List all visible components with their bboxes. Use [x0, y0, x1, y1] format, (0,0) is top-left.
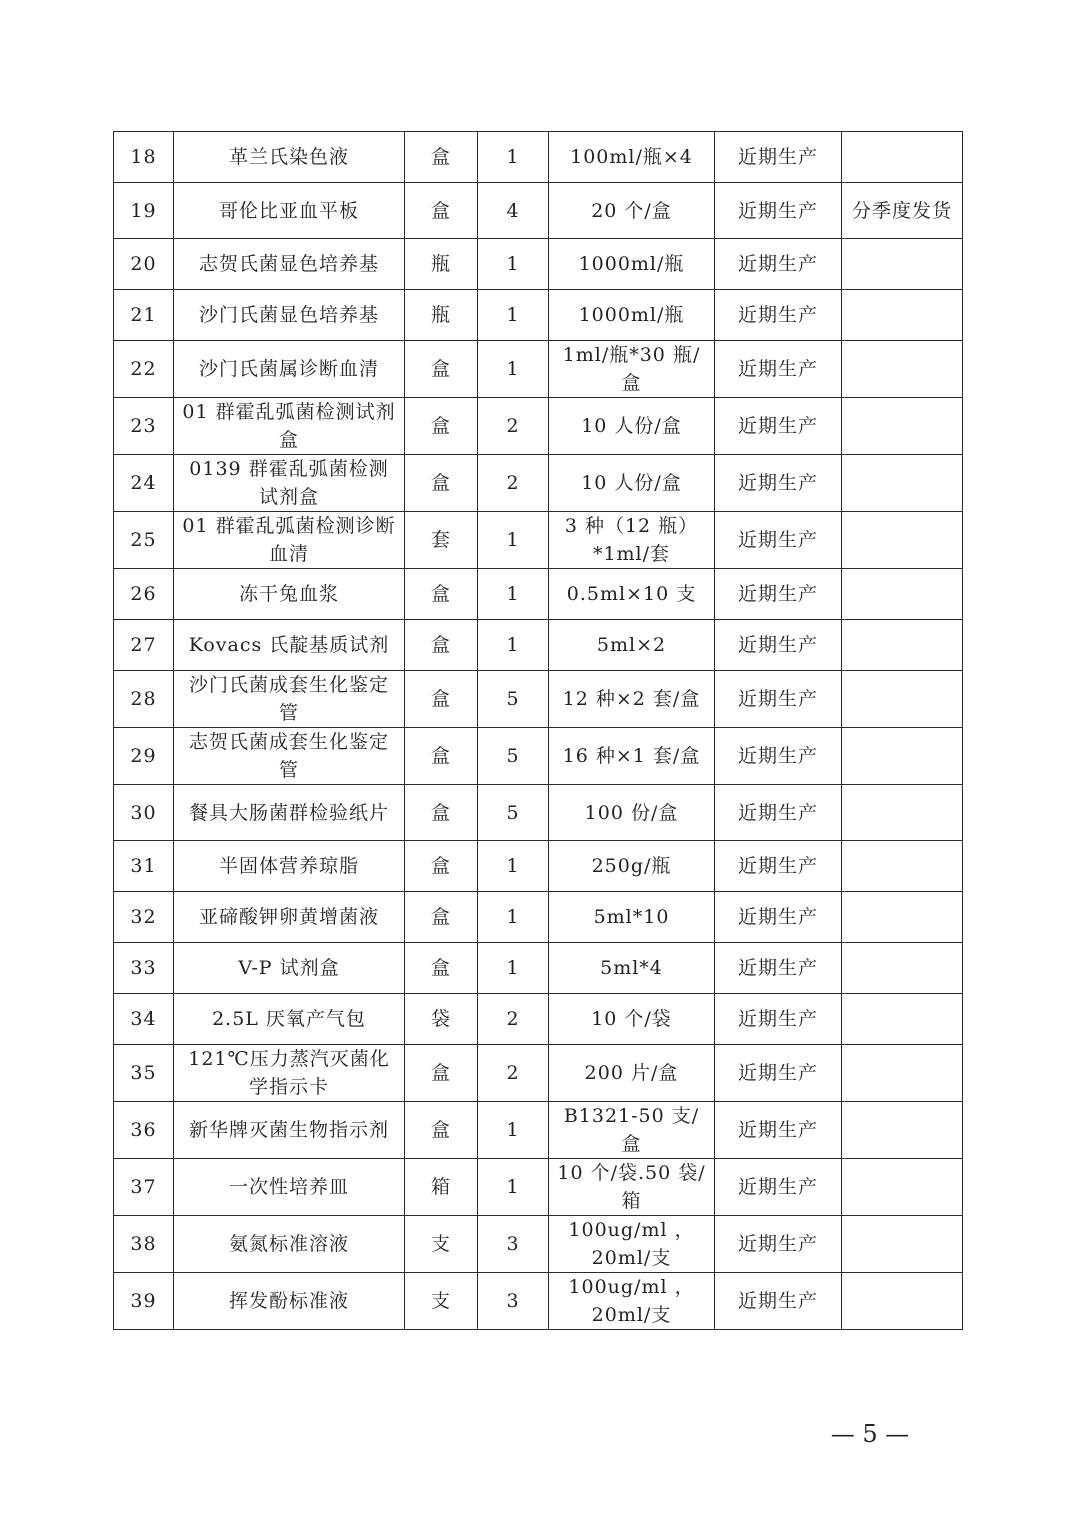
production-date-cell: 近期生产 [715, 132, 842, 183]
quantity-cell: 1 [478, 620, 549, 671]
table-row [114, 398, 963, 455]
row-number-cell: 22 [114, 341, 174, 398]
row-number-cell: 30 [114, 785, 174, 841]
specification-cell: 10 个/袋 [549, 994, 715, 1045]
specification-cell: 12 种×2 套/盒 [549, 671, 715, 728]
table-row [114, 341, 963, 398]
remark-cell [842, 1273, 963, 1330]
quantity-cell: 5 [478, 671, 549, 728]
remark-cell: 分季度发货 [842, 183, 963, 239]
item-name-cell: 亚碲酸钾卵黄增菌液 [174, 892, 405, 943]
unit-cell: 盒 [405, 1102, 478, 1159]
item-name-cell: 挥发酚标准液 [174, 1273, 405, 1330]
quantity-cell: 5 [478, 728, 549, 785]
quantity-cell: 4 [478, 183, 549, 239]
remark-cell [842, 569, 963, 620]
unit-cell: 盒 [405, 620, 478, 671]
item-name-cell: 01 群霍乱弧菌检测试剂盒 [174, 398, 405, 455]
specification-cell: 1000ml/瓶 [549, 290, 715, 341]
unit-cell: 支 [405, 1216, 478, 1273]
item-name-cell: Kovacs 氏靛基质试剂 [174, 620, 405, 671]
remark-cell [842, 455, 963, 512]
specification-cell: 10 人份/盒 [549, 398, 715, 455]
remark-cell [842, 785, 963, 841]
unit-cell: 盒 [405, 943, 478, 994]
quantity-cell: 1 [478, 512, 549, 569]
remark-cell [842, 398, 963, 455]
table-row [114, 1273, 963, 1330]
item-name-cell: 哥伦比亚血平板 [174, 183, 405, 239]
table-row [114, 183, 963, 239]
table-row [114, 785, 963, 841]
specification-cell: 16 种×1 套/盒 [549, 728, 715, 785]
item-name-cell: 半固体营养琼脂 [174, 841, 405, 892]
specification-cell: 1000ml/瓶 [549, 239, 715, 290]
table-row [114, 1045, 963, 1102]
unit-cell: 盒 [405, 841, 478, 892]
row-number-cell: 38 [114, 1216, 174, 1273]
row-number-cell: 20 [114, 239, 174, 290]
quantity-cell: 1 [478, 1102, 549, 1159]
item-name-cell: 01 群霍乱弧菌检测诊断血清 [174, 512, 405, 569]
specification-cell: 100 份/盒 [549, 785, 715, 841]
unit-cell: 盒 [405, 183, 478, 239]
supply-table [113, 131, 963, 1330]
quantity-cell: 2 [478, 455, 549, 512]
row-number-cell: 26 [114, 569, 174, 620]
table-row [114, 892, 963, 943]
production-date-cell: 近期生产 [715, 994, 842, 1045]
specification-cell: 250g/瓶 [549, 841, 715, 892]
specification-cell: 10 个/袋.50 袋/箱 [549, 1159, 715, 1216]
item-name-cell: V-P 试剂盒 [174, 943, 405, 994]
remark-cell [842, 512, 963, 569]
specification-cell: 5ml×2 [549, 620, 715, 671]
row-number-cell: 19 [114, 183, 174, 239]
specification-cell: 200 片/盒 [549, 1045, 715, 1102]
table-row [114, 1216, 963, 1273]
production-date-cell: 近期生产 [715, 943, 842, 994]
unit-cell: 盒 [405, 132, 478, 183]
quantity-cell: 3 [478, 1216, 549, 1273]
item-name-cell: 餐具大肠菌群检验纸片 [174, 785, 405, 841]
unit-cell: 盒 [405, 569, 478, 620]
remark-cell [842, 1102, 963, 1159]
remark-cell [842, 841, 963, 892]
item-name-cell: 0139 群霍乱弧菌检测试剂盒 [174, 455, 405, 512]
row-number-cell: 28 [114, 671, 174, 728]
table-row [114, 1159, 963, 1216]
table-row [114, 512, 963, 569]
unit-cell: 支 [405, 1273, 478, 1330]
production-date-cell: 近期生产 [715, 785, 842, 841]
quantity-cell: 1 [478, 569, 549, 620]
item-name-cell: 革兰氏染色液 [174, 132, 405, 183]
item-name-cell: 氨氮标准溶液 [174, 1216, 405, 1273]
remark-cell [842, 1216, 963, 1273]
specification-cell: 1ml/瓶*30 瓶/盒 [549, 341, 715, 398]
remark-cell [842, 943, 963, 994]
specification-cell: 3 种（12 瓶）*1ml/套 [549, 512, 715, 569]
production-date-cell: 近期生产 [715, 398, 842, 455]
production-date-cell: 近期生产 [715, 671, 842, 728]
row-number-cell: 25 [114, 512, 174, 569]
specification-cell: 0.5ml×10 支 [549, 569, 715, 620]
item-name-cell: 2.5L 厌氧产气包 [174, 994, 405, 1045]
unit-cell: 盒 [405, 671, 478, 728]
production-date-cell: 近期生产 [715, 341, 842, 398]
table-row [114, 569, 963, 620]
remark-cell [842, 994, 963, 1045]
item-name-cell: 121℃压力蒸汽灭菌化学指示卡 [174, 1045, 405, 1102]
quantity-cell: 3 [478, 1273, 549, 1330]
table-row [114, 290, 963, 341]
specification-cell: 100ml/瓶×4 [549, 132, 715, 183]
item-name-cell: 志贺氏菌显色培养基 [174, 239, 405, 290]
production-date-cell: 近期生产 [715, 1045, 842, 1102]
specification-cell: 10 人份/盒 [549, 455, 715, 512]
quantity-cell: 2 [478, 398, 549, 455]
production-date-cell: 近期生产 [715, 892, 842, 943]
production-date-cell: 近期生产 [715, 569, 842, 620]
quantity-cell: 1 [478, 943, 549, 994]
row-number-cell: 37 [114, 1159, 174, 1216]
quantity-cell: 1 [478, 341, 549, 398]
row-number-cell: 29 [114, 728, 174, 785]
unit-cell: 盒 [405, 728, 478, 785]
specification-cell: 5ml*10 [549, 892, 715, 943]
remark-cell [842, 620, 963, 671]
production-date-cell: 近期生产 [715, 728, 842, 785]
production-date-cell: 近期生产 [715, 239, 842, 290]
unit-cell: 瓶 [405, 290, 478, 341]
unit-cell: 盒 [405, 455, 478, 512]
production-date-cell: 近期生产 [715, 455, 842, 512]
table-row [114, 239, 963, 290]
unit-cell: 套 [405, 512, 478, 569]
item-name-cell: 一次性培养皿 [174, 1159, 405, 1216]
production-date-cell: 近期生产 [715, 1216, 842, 1273]
unit-cell: 瓶 [405, 239, 478, 290]
item-name-cell: 沙门氏菌属诊断血清 [174, 341, 405, 398]
unit-cell: 盒 [405, 398, 478, 455]
row-number-cell: 35 [114, 1045, 174, 1102]
row-number-cell: 18 [114, 132, 174, 183]
row-number-cell: 31 [114, 841, 174, 892]
remark-cell [842, 1159, 963, 1216]
specification-cell: 20 个/盒 [549, 183, 715, 239]
table-row [114, 132, 963, 183]
table-row [114, 620, 963, 671]
quantity-cell: 2 [478, 994, 549, 1045]
table-row [114, 671, 963, 728]
specification-cell: B1321-50 支/盒 [549, 1102, 715, 1159]
item-name-cell: 冻干兔血浆 [174, 569, 405, 620]
remark-cell [842, 728, 963, 785]
specification-cell: 5ml*4 [549, 943, 715, 994]
table-row [114, 455, 963, 512]
row-number-cell: 24 [114, 455, 174, 512]
table-row [114, 841, 963, 892]
remark-cell [842, 892, 963, 943]
unit-cell: 盒 [405, 341, 478, 398]
production-date-cell: 近期生产 [715, 841, 842, 892]
quantity-cell: 1 [478, 290, 549, 341]
quantity-cell: 1 [478, 239, 549, 290]
table-body [114, 132, 963, 1330]
production-date-cell: 近期生产 [715, 183, 842, 239]
remark-cell [842, 239, 963, 290]
row-number-cell: 23 [114, 398, 174, 455]
unit-cell: 箱 [405, 1159, 478, 1216]
page-number: — 5 — [830, 1420, 910, 1448]
row-number-cell: 27 [114, 620, 174, 671]
quantity-cell: 5 [478, 785, 549, 841]
table-row [114, 1102, 963, 1159]
row-number-cell: 21 [114, 290, 174, 341]
remark-cell [842, 290, 963, 341]
row-number-cell: 32 [114, 892, 174, 943]
item-name-cell: 沙门氏菌显色培养基 [174, 290, 405, 341]
quantity-cell: 1 [478, 1159, 549, 1216]
item-name-cell: 新华牌灭菌生物指示剂 [174, 1102, 405, 1159]
row-number-cell: 34 [114, 994, 174, 1045]
production-date-cell: 近期生产 [715, 1273, 842, 1330]
unit-cell: 盒 [405, 1045, 478, 1102]
table-row [114, 994, 963, 1045]
remark-cell [842, 132, 963, 183]
production-date-cell: 近期生产 [715, 1159, 842, 1216]
item-name-cell: 沙门氏菌成套生化鉴定管 [174, 671, 405, 728]
quantity-cell: 2 [478, 1045, 549, 1102]
specification-cell: 100ug/ml ，20ml/支 [549, 1273, 715, 1330]
table-row [114, 728, 963, 785]
remark-cell [842, 1045, 963, 1102]
unit-cell: 袋 [405, 994, 478, 1045]
quantity-cell: 1 [478, 892, 549, 943]
unit-cell: 盒 [405, 892, 478, 943]
specification-cell: 100ug/ml ，20ml/支 [549, 1216, 715, 1273]
production-date-cell: 近期生产 [715, 512, 842, 569]
production-date-cell: 近期生产 [715, 290, 842, 341]
row-number-cell: 39 [114, 1273, 174, 1330]
row-number-cell: 33 [114, 943, 174, 994]
quantity-cell: 1 [478, 132, 549, 183]
remark-cell [842, 671, 963, 728]
item-name-cell: 志贺氏菌成套生化鉴定管 [174, 728, 405, 785]
production-date-cell: 近期生产 [715, 1102, 842, 1159]
row-number-cell: 36 [114, 1102, 174, 1159]
unit-cell: 盒 [405, 785, 478, 841]
quantity-cell: 1 [478, 841, 549, 892]
table-row [114, 943, 963, 994]
remark-cell [842, 341, 963, 398]
production-date-cell: 近期生产 [715, 620, 842, 671]
